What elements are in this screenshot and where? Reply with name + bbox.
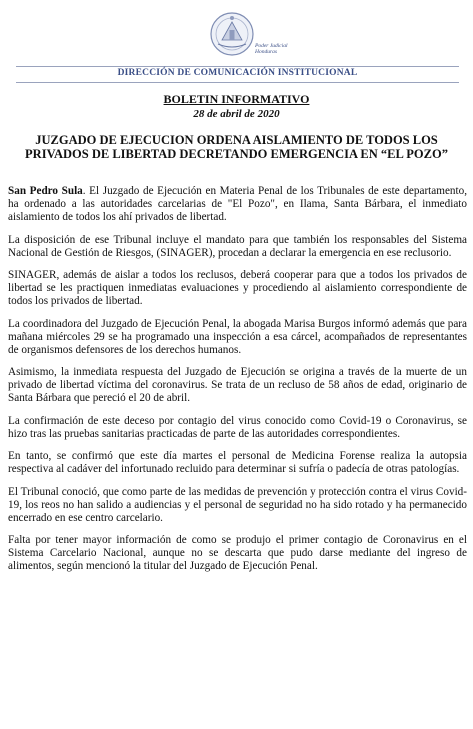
paragraph-8: El Tribunal conoció, que como parte de las medidas de prevención y protección contra el virus Covid-19, los reos no han salido a audiencias y el personal de seguridad no ha sido rotado y ha permanecido encerrado en ese centro carcelario. (8, 485, 467, 524)
judicial-seal-logo-icon (208, 10, 256, 58)
paragraph-5: Asimismo, la inmediata respuesta del Juzgado de Ejecución se origina a través de la muerte de un privado de libertad víctima del coronavirus. Se trata de un recluso de 58 años de edad, originario de Santa Bárbara que pereció el 20 de abril. (8, 366, 467, 405)
paragraph-4: La coordinadora del Juzgado de Ejecución Penal, la abogada Marisa Burgos informó además que para mañana miércoles 29 se ha programado una inspección a esa cárcel, acompañados de representantes de organismos defensores de los derechos humanos. (8, 317, 467, 356)
logo-caption (255, 43, 288, 55)
letterhead (8, 0, 467, 78)
department-name: DIRECCIÓN DE COMUNICACIÓN INSTITUCIONAL (117, 68, 358, 78)
logo-caption-line2: Honduras (255, 49, 278, 55)
paragraph-9: Falta por tener mayor información de como se produjo el primer contagio de Coronavirus en el Sistema Carcelario Nacional, aunque no se descarta que pudo darse mediante del ingreso de alimentos, según mencionó la titular del Juzgado de Ejecución Penal. (8, 534, 467, 573)
paragraph-1-text: . El Juzgado de Ejecución en Materia Penal de los Tribunales de este departamento, ha ordenado a las autoridades carcelarias de "El Pozo", en Ilama, Santa Bárbara, el inmediato aislamiento de todos los ahí privados de libertad. (8, 185, 467, 224)
header-divider-bottom (16, 82, 459, 83)
paragraph-3: SINAGER, además de aislar a todos los reclusos, deberá cooperar para que a todos los privados de libertad se les practiquen inmediatas evaluaciones y procediendo al aislamiento correspondiente de todos los privados de libertad. (8, 269, 467, 308)
logo-caption-line1: Poder Judicial (255, 43, 288, 49)
bulletin-title: BOLETIN INFORMATIVO (163, 92, 310, 106)
bulletin-date: 28 de abril de 2020 (193, 108, 280, 120)
headline: JUZGADO DE EJECUCION ORDENA AISLAMIENTO DE TODOS LOS PRIVADOS DE LIBERTAD DECRETANDO EMERGENCIA EN “EL POZO” (25, 133, 448, 161)
dateline-location: San Pedro Sula (8, 185, 83, 197)
paragraph-6: La confirmación de este deceso por contagio del virus conocido como Covid-19 o Coronavirus, se hizo tras las pruebas sanitarias practicadas de parte de las autoridades correspondientes. (8, 414, 467, 440)
paragraph-2: La disposición de ese Tribunal incluye el mandato para que también los responsables del Sistema Nacional de Gestión de Riesgos, (SINAGER), procedan a declarar la emergencia en ese reclusorio. (8, 233, 467, 259)
article-body (8, 185, 467, 583)
paragraph-1 (8, 185, 467, 224)
header-divider-top (16, 66, 459, 67)
paragraph-7: En tanto, se confirmó que este día martes el personal de Medicina Forense realiza la autopsia respectiva al cadáver del infortunado recluido para determinar si sufría o padecía de otras patologías. (8, 450, 467, 476)
